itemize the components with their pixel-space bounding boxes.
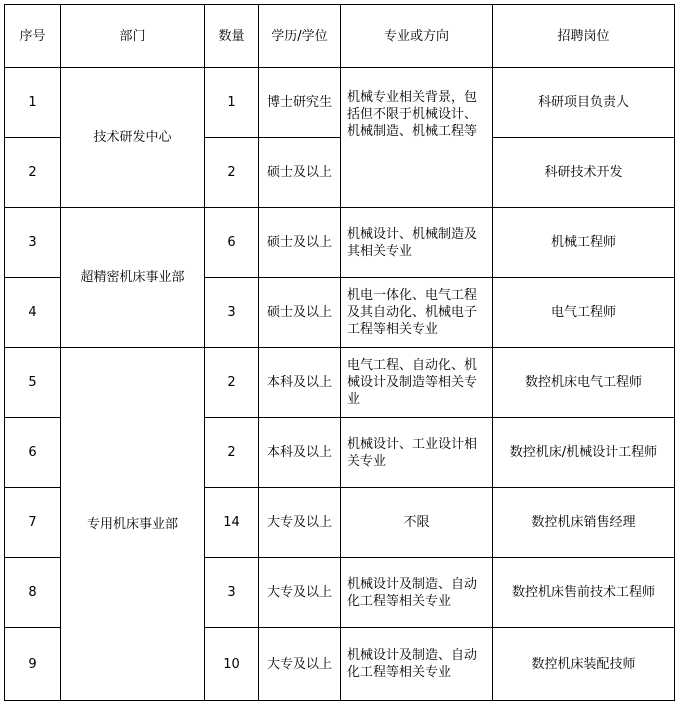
cell-no: 9 (5, 628, 61, 701)
table-row (5, 68, 675, 138)
cell-position: 数控机床电气工程师 (493, 348, 675, 418)
cell-edu: 硕士及以上 (259, 278, 341, 348)
table-row (5, 348, 675, 418)
cell-position: 机械工程师 (493, 208, 675, 278)
cell-count: 1 (205, 68, 259, 138)
cell-count: 10 (205, 628, 259, 701)
cell-major: 不限 (341, 488, 493, 558)
cell-no: 3 (5, 208, 61, 278)
cell-major: 机电一体化、电气工程及其自动化、机械电子工程等相关专业 (341, 278, 493, 348)
cell-no: 5 (5, 348, 61, 418)
cell-edu: 博士研究生 (259, 68, 341, 138)
recruitment-table (4, 4, 675, 701)
cell-dept: 专用机床事业部 (61, 348, 205, 701)
header-position: 招聘岗位 (493, 5, 675, 68)
cell-edu: 硕士及以上 (259, 208, 341, 278)
cell-count: 3 (205, 558, 259, 628)
cell-no: 2 (5, 138, 61, 208)
cell-edu: 大专及以上 (259, 558, 341, 628)
table-row (5, 208, 675, 278)
cell-major: 机械设计、工业设计相关专业 (341, 418, 493, 488)
cell-position: 数控机床销售经理 (493, 488, 675, 558)
cell-major-text: 机械专业相关背景，包括但不限于机械设计、机械制造、机械工程等 (347, 90, 478, 139)
cell-position: 科研技术开发 (493, 138, 675, 208)
cell-edu: 本科及以上 (259, 418, 341, 488)
cell-dept: 超精密机床事业部 (61, 208, 205, 348)
header-no: 序号 (5, 5, 61, 68)
header-major: 专业或方向 (341, 5, 493, 68)
header-row (5, 5, 675, 68)
header-dept: 部门 (61, 5, 205, 68)
cell-no: 1 (5, 68, 61, 138)
cell-major: 机械设计及制造、自动化工程等相关专业 (341, 628, 493, 701)
cell-count: 6 (205, 208, 259, 278)
cell-edu: 大专及以上 (259, 628, 341, 701)
cell-no: 6 (5, 418, 61, 488)
cell-no: 7 (5, 488, 61, 558)
cell-major: 机械设计及制造、自动化工程等相关专业 (341, 558, 493, 628)
cell-position: 电气工程师 (493, 278, 675, 348)
cell-major (341, 68, 493, 208)
cell-count: 2 (205, 418, 259, 488)
cell-position: 数控机床售前技术工程师 (493, 558, 675, 628)
cell-edu: 硕士及以上 (259, 138, 341, 208)
cell-position: 数控机床装配技师 (493, 628, 675, 701)
cell-position: 数控机床/机械设计工程师 (493, 418, 675, 488)
cell-edu: 大专及以上 (259, 488, 341, 558)
cell-count: 2 (205, 348, 259, 418)
cell-major: 机械设计、机械制造及其相关专业 (341, 208, 493, 278)
cell-major: 电气工程、自动化、机械设计及制造等相关专业 (341, 348, 493, 418)
cell-count: 3 (205, 278, 259, 348)
cell-position: 科研项目负责人 (493, 68, 675, 138)
cell-dept: 技术研发中心 (61, 68, 205, 208)
header-count: 数量 (205, 5, 259, 68)
cell-no: 4 (5, 278, 61, 348)
header-edu: 学历/学位 (259, 5, 341, 68)
cell-count: 2 (205, 138, 259, 208)
cell-count: 14 (205, 488, 259, 558)
cell-edu: 本科及以上 (259, 348, 341, 418)
cell-no: 8 (5, 558, 61, 628)
